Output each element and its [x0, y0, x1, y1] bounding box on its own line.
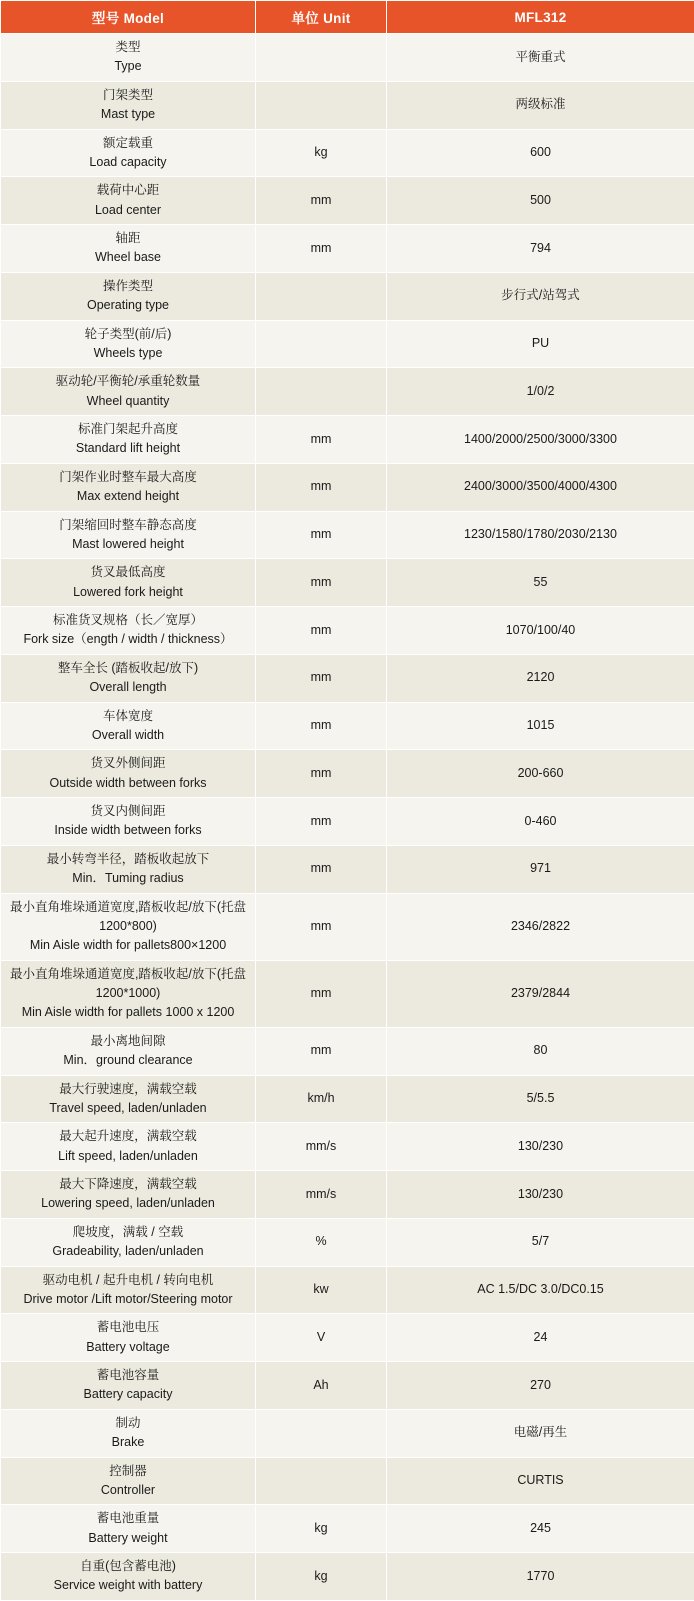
- parameter-name-en: Min Aisle width for pallets 1000 x 1200: [4, 1003, 252, 1022]
- value-cell: 2379/2844: [387, 960, 694, 1027]
- parameter-name-cn: 蓄电池容量: [4, 1366, 252, 1385]
- value-cell: 24: [387, 1314, 694, 1362]
- parameter-name-cn: 最大行驶速度，满载空载: [4, 1080, 252, 1099]
- unit-cell: [256, 81, 387, 129]
- value-cell: 1400/2000/2500/3000/3300: [387, 416, 694, 464]
- parameter-name-en: Controller: [4, 1481, 252, 1500]
- parameter-name-cell: [1, 416, 256, 464]
- parameter-name-cn: 自重(包含蓄电池): [4, 1557, 252, 1576]
- parameter-name-cn: 货叉最低高度: [4, 563, 252, 582]
- value-cell: 5/5.5: [387, 1075, 694, 1123]
- header-value: MFL312: [387, 1, 694, 34]
- unit-cell: [256, 272, 387, 320]
- unit-cell: Ah: [256, 1362, 387, 1410]
- parameter-name-cn: 轴距: [4, 229, 252, 248]
- parameter-name-cn: 轮子类型(前/后): [4, 325, 252, 344]
- table-row: [1, 1409, 694, 1457]
- parameter-name-cell: [1, 81, 256, 129]
- value-cell: 电磁/再生: [387, 1409, 694, 1457]
- table-row: [1, 750, 694, 798]
- parameter-name-cell: [1, 1362, 256, 1410]
- table-row: [1, 559, 694, 607]
- table-row: [1, 1314, 694, 1362]
- parameter-name-cn: 货叉内侧间距: [4, 802, 252, 821]
- unit-cell: mm: [256, 654, 387, 702]
- parameter-name-cn: 标准货叉规格（长／宽厚）: [4, 611, 252, 630]
- value-cell: 5/7: [387, 1218, 694, 1266]
- value-cell: 1770: [387, 1553, 694, 1601]
- value-cell: 200-660: [387, 750, 694, 798]
- parameter-name-cell: [1, 34, 256, 82]
- value-cell: CURTIS: [387, 1457, 694, 1505]
- unit-cell: kg: [256, 1553, 387, 1601]
- parameter-name-cn: 门架类型: [4, 86, 252, 105]
- parameter-name-cn: 最小直角堆垛通道宽度,踏板收起/放下(托盘1200*800): [4, 898, 252, 937]
- parameter-name-cn: 整车全长 (踏板收起/放下): [4, 659, 252, 678]
- parameter-name-en: Wheels type: [4, 344, 252, 363]
- parameter-name-cn: 最大下降速度，满载空载: [4, 1175, 252, 1194]
- table-row: [1, 893, 694, 960]
- unit-cell: mm: [256, 845, 387, 893]
- parameter-name-en: Min．ground clearance: [4, 1051, 252, 1070]
- unit-cell: mm/s: [256, 1171, 387, 1219]
- parameter-name-cell: [1, 607, 256, 655]
- table-row: [1, 1171, 694, 1219]
- table-header-row: [1, 1, 694, 34]
- parameter-name-cell: [1, 1409, 256, 1457]
- unit-cell: mm/s: [256, 1123, 387, 1171]
- parameter-name-en: Fork size（ength / width / thickness）: [4, 630, 252, 649]
- value-cell: 1015: [387, 702, 694, 750]
- table-row: [1, 368, 694, 416]
- table-row: [1, 960, 694, 1027]
- table-body: [1, 34, 694, 1601]
- table-row: [1, 1457, 694, 1505]
- value-cell: 平衡重式: [387, 34, 694, 82]
- unit-cell: mm: [256, 893, 387, 960]
- parameter-name-en: Battery capacity: [4, 1385, 252, 1404]
- parameter-name-cell: [1, 511, 256, 559]
- table-row: [1, 320, 694, 368]
- parameter-name-cell: [1, 463, 256, 511]
- table-row: [1, 225, 694, 273]
- parameter-name-cell: [1, 960, 256, 1027]
- parameter-name-en: Lift speed, laden/unladen: [4, 1147, 252, 1166]
- value-cell: PU: [387, 320, 694, 368]
- parameter-name-cell: [1, 1553, 256, 1601]
- table-row: [1, 416, 694, 464]
- parameter-name-cell: [1, 1171, 256, 1219]
- parameter-name-en: Load capacity: [4, 153, 252, 172]
- table-row: [1, 1505, 694, 1553]
- unit-cell: V: [256, 1314, 387, 1362]
- parameter-name-en: Drive motor /Lift motor/Steering motor: [4, 1290, 252, 1309]
- parameter-name-en: Wheel quantity: [4, 392, 252, 411]
- parameter-name-en: Standard lift height: [4, 439, 252, 458]
- unit-cell: mm: [256, 750, 387, 798]
- table-row: [1, 607, 694, 655]
- parameter-name-en: Load center: [4, 201, 252, 220]
- parameter-name-cn: 蓄电池重量: [4, 1509, 252, 1528]
- value-cell: 两级标准: [387, 81, 694, 129]
- parameter-name-cn: 最小直角堆垛通道宽度,踏板收起/放下(托盘1200*1000): [4, 965, 252, 1004]
- parameter-name-cell: [1, 798, 256, 846]
- parameter-name-cell: [1, 272, 256, 320]
- parameter-name-en: Overall length: [4, 678, 252, 697]
- unit-cell: mm: [256, 607, 387, 655]
- parameter-name-en: Battery weight: [4, 1529, 252, 1548]
- parameter-name-cell: [1, 368, 256, 416]
- parameter-name-cn: 最大起升速度，满载空载: [4, 1127, 252, 1146]
- parameter-name-cell: [1, 845, 256, 893]
- parameter-name-cn: 载荷中心距: [4, 181, 252, 200]
- table-row: [1, 34, 694, 82]
- parameter-name-en: Max extend height: [4, 487, 252, 506]
- unit-cell: [256, 320, 387, 368]
- parameter-name-en: Inside width between forks: [4, 821, 252, 840]
- unit-cell: mm: [256, 225, 387, 273]
- unit-cell: mm: [256, 960, 387, 1027]
- unit-cell: %: [256, 1218, 387, 1266]
- value-cell: 2346/2822: [387, 893, 694, 960]
- header-unit: 单位 Unit: [256, 1, 387, 34]
- unit-cell: [256, 1457, 387, 1505]
- parameter-name-cn: 货叉外侧间距: [4, 754, 252, 773]
- table-row: [1, 1218, 694, 1266]
- parameter-name-cell: [1, 1075, 256, 1123]
- parameter-name-cn: 驱动电机 / 起升电机 / 转向电机: [4, 1271, 252, 1290]
- unit-cell: mm: [256, 177, 387, 225]
- table-row: [1, 845, 694, 893]
- parameter-name-cell: [1, 320, 256, 368]
- parameter-name-en: Overall width: [4, 726, 252, 745]
- parameter-name-en: Min．Tuming radius: [4, 869, 252, 888]
- unit-cell: kg: [256, 129, 387, 177]
- value-cell: 130/230: [387, 1123, 694, 1171]
- table-row: [1, 129, 694, 177]
- value-cell: 1230/1580/1780/2030/2130: [387, 511, 694, 559]
- parameter-name-en: Brake: [4, 1433, 252, 1452]
- value-cell: 971: [387, 845, 694, 893]
- parameter-name-cn: 门架缩回时整车静态高度: [4, 516, 252, 535]
- parameter-name-en: Operating type: [4, 296, 252, 315]
- parameter-name-cn: 驱动轮/平衡轮/承重轮数量: [4, 372, 252, 391]
- table-row: [1, 1123, 694, 1171]
- parameter-name-cn: 类型: [4, 38, 252, 57]
- parameter-name-cn: 最小转弯半径，踏板收起放下: [4, 850, 252, 869]
- parameter-name-cell: [1, 129, 256, 177]
- parameter-name-cell: [1, 750, 256, 798]
- value-cell: 55: [387, 559, 694, 607]
- table-row: [1, 798, 694, 846]
- value-cell: 2120: [387, 654, 694, 702]
- value-cell: 步行式/站驾式: [387, 272, 694, 320]
- parameter-name-cn: 制动: [4, 1414, 252, 1433]
- unit-cell: mm: [256, 798, 387, 846]
- value-cell: 2400/3000/3500/4000/4300: [387, 463, 694, 511]
- value-cell: AC 1.5/DC 3.0/DC0.15: [387, 1266, 694, 1314]
- table-row: [1, 654, 694, 702]
- parameter-name-en: Mast lowered height: [4, 535, 252, 554]
- table-row: [1, 463, 694, 511]
- parameter-name-en: Mast type: [4, 105, 252, 124]
- table-row: [1, 1266, 694, 1314]
- unit-cell: kw: [256, 1266, 387, 1314]
- parameter-name-en: Gradeability, laden/unladen: [4, 1242, 252, 1261]
- unit-cell: mm: [256, 416, 387, 464]
- table-row: [1, 702, 694, 750]
- parameter-name-cell: [1, 225, 256, 273]
- unit-cell: mm: [256, 511, 387, 559]
- table-row: [1, 1075, 694, 1123]
- unit-cell: km/h: [256, 1075, 387, 1123]
- parameter-name-en: Outside width between forks: [4, 774, 252, 793]
- parameter-name-cn: 爬坡度，满载 / 空载: [4, 1223, 252, 1242]
- value-cell: 1070/100/40: [387, 607, 694, 655]
- parameter-name-cell: [1, 177, 256, 225]
- value-cell: 245: [387, 1505, 694, 1553]
- table-row: [1, 81, 694, 129]
- parameter-name-cn: 操作类型: [4, 277, 252, 296]
- parameter-name-cn: 控制器: [4, 1462, 252, 1481]
- parameter-name-cell: [1, 1218, 256, 1266]
- parameter-name-en: Lowering speed, laden/unladen: [4, 1194, 252, 1213]
- unit-cell: mm: [256, 559, 387, 607]
- parameter-name-cn: 车体宽度: [4, 707, 252, 726]
- header-model: 型号 Model: [1, 1, 256, 34]
- table-row: [1, 511, 694, 559]
- parameter-name-cell: [1, 559, 256, 607]
- parameter-name-cell: [1, 1027, 256, 1075]
- parameter-name-en: Battery voltage: [4, 1338, 252, 1357]
- parameter-name-en: Type: [4, 57, 252, 76]
- unit-cell: [256, 1409, 387, 1457]
- value-cell: 500: [387, 177, 694, 225]
- parameter-name-cell: [1, 654, 256, 702]
- parameter-name-en: Lowered fork height: [4, 583, 252, 602]
- unit-cell: [256, 34, 387, 82]
- parameter-name-cn: 额定载重: [4, 134, 252, 153]
- parameter-name-en: Travel speed, laden/unladen: [4, 1099, 252, 1118]
- table-row: [1, 272, 694, 320]
- parameter-name-cell: [1, 1505, 256, 1553]
- parameter-name-cn: 门架作业时整车最大高度: [4, 468, 252, 487]
- parameter-name-cell: [1, 893, 256, 960]
- value-cell: 600: [387, 129, 694, 177]
- value-cell: 794: [387, 225, 694, 273]
- parameter-name-cn: 蓄电池电压: [4, 1318, 252, 1337]
- unit-cell: mm: [256, 463, 387, 511]
- table-row: [1, 1553, 694, 1601]
- value-cell: 80: [387, 1027, 694, 1075]
- unit-cell: mm: [256, 702, 387, 750]
- parameter-name-cn: 最小离地间隙: [4, 1032, 252, 1051]
- value-cell: 1/0/2: [387, 368, 694, 416]
- table-row: [1, 1027, 694, 1075]
- table-row: [1, 177, 694, 225]
- table-row: [1, 1362, 694, 1410]
- value-cell: 0-460: [387, 798, 694, 846]
- value-cell: 130/230: [387, 1171, 694, 1219]
- value-cell: 270: [387, 1362, 694, 1410]
- parameter-name-en: Min Aisle width for pallets800×1200: [4, 936, 252, 955]
- parameter-name-cell: [1, 1457, 256, 1505]
- parameter-name-cell: [1, 1314, 256, 1362]
- parameter-name-cell: [1, 702, 256, 750]
- unit-cell: [256, 368, 387, 416]
- parameter-name-cell: [1, 1123, 256, 1171]
- unit-cell: mm: [256, 1027, 387, 1075]
- parameter-name-cell: [1, 1266, 256, 1314]
- parameter-name-en: Wheel base: [4, 248, 252, 267]
- unit-cell: kg: [256, 1505, 387, 1553]
- parameter-name-cn: 标准门架起升高度: [4, 420, 252, 439]
- parameter-name-en: Service weight with battery: [4, 1576, 252, 1595]
